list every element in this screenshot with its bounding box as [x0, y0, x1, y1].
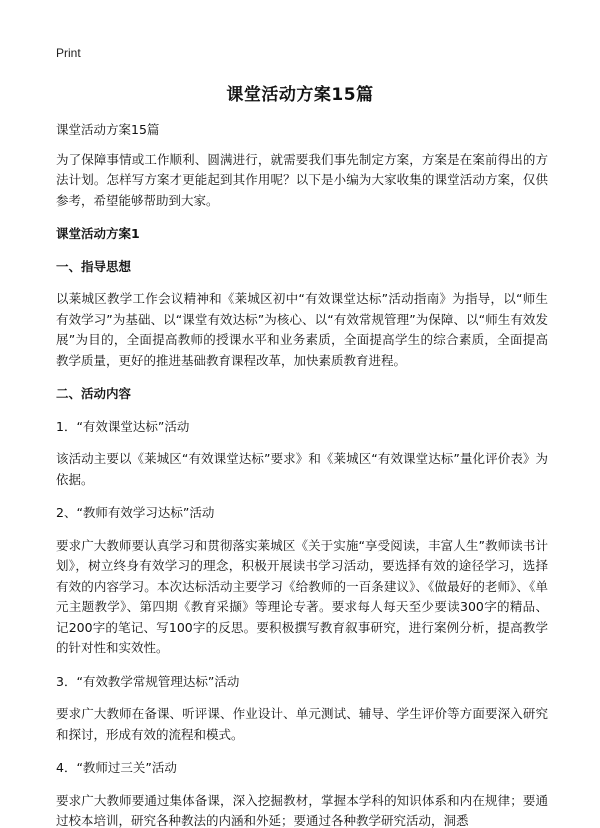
item-effective-classroom: 1．“有效课堂达标”活动	[56, 418, 190, 434]
intro-paragraph: 为了保障事情或工作顺利、圆满进行，就需要我们事先制定方案，方案是在案前得出的方法计划。怎样写方案才更能起到其作用呢？以下是小编为大家收集的课堂活动方案，仅供参考，希望能够帮助到大家。	[56, 151, 548, 208]
heading-guiding-ideology: 一、指导思想	[56, 258, 132, 274]
section-title: 课堂活动方案1	[56, 226, 140, 241]
heading-activity-content: 二、活动内容	[56, 386, 132, 401]
item-teacher-learning: 2、“教师有效学习达标”活动	[56, 505, 215, 520]
paragraph-teacher-learning: 要求广大教师要认真学习和贯彻落实莱城区《关于实施“享受阅读，丰富人生”教师读书计划》，树立终身有效学习的理念，积极开展读书学习活动，要选择有效的途径学习，选择有效的内容学习。本次达标活动主要学习《给教师的一百条建议》、《做最好的老师》、《单元主题教学》、第四期《教育采撷》等理论专著。要求每人每天至少要读300字的精品、记200字的笔记、写100字的反思。要积极撰写教育叙事研究，进行案例分析，提高教学的针对性和实效性。	[56, 537, 548, 655]
paragraph-three-passes: 要求广大教师要通过集体备课，深入挖掘教材，掌握本学科的知识体系和内在规律；要通过校本培训，研究各种教法的内涵和外延；要通过各种教学研究活动，洞悉	[56, 792, 548, 828]
paragraph-routine-management: 要求广大教师在备课、听评课、作业设计、单元测试、辅导、学生评价等方面要深入研究和探讨，形成有效的流程和模式。	[56, 706, 548, 742]
paragraph-effective-classroom: 该活动主要以《莱城区“有效课堂达标”要求》和《莱城区“有效课堂达标”量化评价表》为依据。	[56, 451, 548, 487]
document-body	[56, 120, 548, 828]
print-link[interactable]: Print	[56, 46, 81, 60]
page-title: 课堂活动方案15篇	[226, 85, 374, 105]
document-subtitle: 课堂活动方案15篇	[56, 122, 160, 137]
item-routine-management: 3．“有效教学常规管理达标”活动	[56, 673, 240, 689]
paragraph-guiding-ideology: 以莱城区教学工作会议精神和《莱城区初中“有效课堂达标”活动指南》为指导，以“师生有效学习”为基础、以“课堂有效达标”为核心、以“有效常规管理”为保障、以“师生有效发展”为目的，全面提高教师的授课水平和业务素质，全面提高学生的综合素质，全面提高教学质量，更好的推进基础教育课程改革，加快素质教育进程。	[56, 291, 548, 368]
item-three-passes: 4．“教师过三关”活动	[56, 760, 177, 775]
